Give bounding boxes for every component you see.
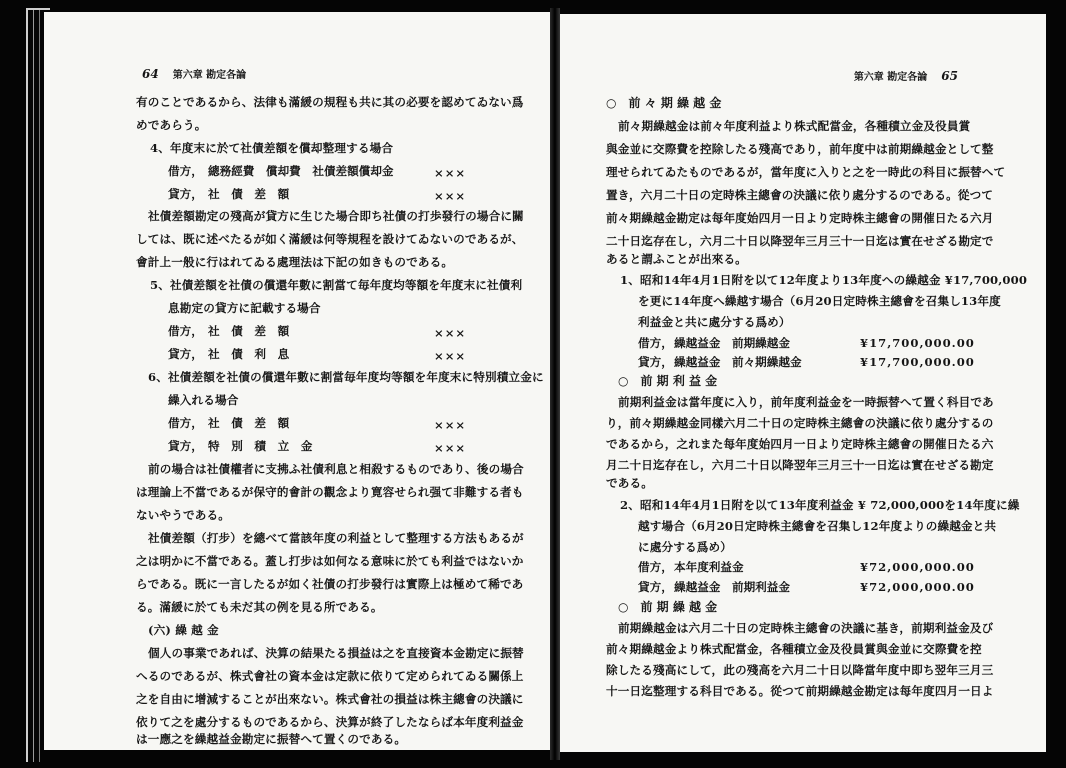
entry-amount: ¥72,000,000.00	[860, 580, 975, 594]
text-line: 之を自由に增減することが出來ない。株式會社の損益は株主總會の決議に	[136, 692, 524, 706]
text-line: へるのであるが、株式會社の資本金は定款に依りて定められてゐる關係上	[136, 669, 524, 683]
text-line: に處分する爲め）	[638, 540, 732, 554]
entry-amount: ×××	[434, 166, 467, 180]
left-page-header	[142, 66, 246, 81]
text-line: 除したる殘高にして，此の殘高を六月二十日以降當年度中即ち翌年三月三	[606, 663, 994, 677]
entry-side: 貸方，	[638, 355, 673, 369]
section-heading: ○ 前 々 期 繰 越 金	[606, 96, 722, 110]
text-line: 繰入れる場合	[168, 393, 239, 407]
text-line: 會計上一般に行はれてゐる處理法は下記の如きものである。	[136, 255, 454, 269]
text-line: 前々期繰越金より株式配當金，各種積立金及役員賞與金並に交際費を控	[606, 642, 982, 656]
text-line: り，前々期繰越金同樣六月二十日の定時株主總會の決議に依り處分するの	[606, 416, 994, 430]
text-line: は理論上不當であるが保守的會計の觀念より寛容せられ强て非難する者も	[136, 485, 524, 499]
text-line: は一應之を繰越益金勘定に振替へて置くのである。	[136, 732, 407, 746]
entry-side: 借方，	[168, 164, 203, 178]
text-line: 之は明かに不當である。蓋し打步は如何なる意味に於ても利益ではないか	[136, 554, 524, 568]
text-line: 2、昭和14年4月1日附を以て13年度利益金 ¥ 72,000,000を14年度に繰	[620, 498, 1020, 512]
entry-account: 總務經費 償却費 社債差額償却金	[208, 164, 394, 178]
text-line: 1、昭和14年4月1日附を以て12年度より13年度への繰越金 ¥17,700,000	[620, 273, 1028, 287]
text-line: あると謂ふことが出來る。	[606, 252, 747, 266]
text-line: 與金並に交際費を控除したる殘高であり，前年度中は前期繰越金として整	[606, 142, 994, 156]
right-page-number: 65	[941, 69, 958, 83]
text-line: 5、社債差額を社債の償還年數に割當て毎年度均等額を年度末に社債利	[150, 278, 523, 292]
entry-account: 社 債 利 息	[208, 347, 290, 361]
text-line: 有のことであるから、法律も滿緩の規程も共に其の必要を認めてゐない爲	[136, 95, 524, 109]
text-line: しては、既に述べたるが如く滿緩は何等規程を設けてゐないのであるが、	[136, 232, 524, 246]
text-line: 前々期繰越金勘定は每年度始四月一日より定時株主總會の開催日たる六月	[606, 211, 994, 225]
text-line: 社債差額（打步）を總べて當該年度の利益として整理する方法もあるが	[148, 531, 524, 545]
entry-account: 社 債 差 額	[208, 324, 290, 338]
entry-account: 社 債 差 額	[208, 187, 290, 201]
text-line: 月二十日迄存在し，六月二十日以降翌年三月三十一日迄は實在せざる勘定	[606, 458, 994, 472]
entry-amount: ¥72,000,000.00	[860, 560, 975, 574]
section-heading: ○ 前 期 利 益 金	[618, 374, 718, 388]
entry-side: 貸方，	[638, 580, 673, 594]
entry-amount: ×××	[434, 441, 467, 455]
text-line: 前々期繰越金は前々年度利益より株式配當金，各種積立金及役員賞	[618, 119, 971, 133]
left-running-title: 第六章 勘定各論	[172, 70, 247, 81]
right-running-title: 第六章 勘定各論	[853, 72, 928, 83]
entry-account: 社 債 差 額	[208, 416, 290, 430]
entry-account: 特 別 積 立 金	[208, 439, 313, 453]
text-line: 前の場合は社債權者に支拂ふ社債利息と相殺するものであり、後の場合	[148, 462, 524, 476]
book-gutter	[550, 8, 560, 760]
entry-amount: ¥17,700,000.00	[860, 336, 975, 350]
entry-account: 本年度利益金	[674, 560, 744, 574]
text-line: 4、年度末に於て社債差額を償却整理する場合	[150, 141, 394, 155]
text-line: めであらう。	[136, 118, 207, 132]
entry-amount: ×××	[434, 418, 467, 432]
text-line: であるから，之れまた每年度始四月一日より定時株主總會の開催日たる六	[606, 437, 994, 451]
entry-amount: ×××	[434, 349, 467, 363]
text-line: を更に14年度へ繰越す場合（6月20日定時株主總會を召集し13年度	[638, 294, 1001, 308]
text-line: 十一日迄整理する科目である。從つて前期繰越金勘定は每年度四月一日よ	[606, 684, 994, 698]
right-page-header	[854, 68, 958, 83]
entry-side: 借方，	[638, 560, 673, 574]
entry-side: 貸方，	[168, 439, 203, 453]
text-line: 息勘定の貸方に記載する場合	[168, 301, 321, 315]
text-line: 前期繰越金は六月二十日の定時株主總會の決議に基き，前期利益金及び	[618, 621, 994, 635]
right-page	[560, 14, 1046, 752]
left-page-number: 64	[142, 67, 159, 81]
text-line: らである。既に一言したるが如く社債の打步發行は實際上は極めて稀であ	[136, 577, 524, 591]
text-line: 越す場合（6月20日定時株主總會を召集し12年度よりの繰越金と共	[638, 519, 997, 533]
text-line: 6、社債差額を社債の償還年數に割當毎年度均等額を年度末に特別積立金に	[148, 370, 544, 384]
entry-account: 繰越益金 前期利益金	[674, 580, 790, 594]
entry-side: 貸方，	[168, 347, 203, 361]
entry-side: 借方，	[168, 416, 203, 430]
section-heading: ○ 前 期 繰 越 金	[618, 600, 718, 614]
text-line: である。	[606, 476, 653, 490]
text-line: ないやうである。	[136, 508, 230, 522]
section-heading: (六) 繰 越 金	[148, 623, 219, 637]
entry-side: 借方，	[168, 324, 203, 338]
entry-side: 貸方，	[168, 187, 203, 201]
entry-amount: ×××	[434, 189, 467, 203]
text-line: 理せられてゐたものであるが，當年度に入りと之を一時此の科目に振替へて	[606, 165, 1006, 179]
text-line: 社債差額勘定の殘高が貸方に生じた場合即ち社債の打歩發行の場合に關	[148, 209, 524, 223]
text-line: 依りて之を處分するものであるから、決算が終了したならば本年度利益金	[136, 715, 524, 729]
entry-side: 借方，	[638, 336, 673, 350]
text-line: 前期利益金は當年度に入り，前年度利益金を一時振替へて置く科目であ	[618, 395, 994, 409]
text-line: 個人の事業であれば、決算の結果たる損益は之を直接資本金勘定に振替	[148, 646, 524, 660]
text-line: 置き，六月二十日の定時株主總會の決議に依り處分するのである。從つて	[606, 188, 994, 202]
entry-account: 繰越益金 前々期繰越金	[674, 355, 802, 369]
entry-account: 繰越益金 前期繰越金	[674, 336, 790, 350]
entry-amount: ×××	[434, 326, 467, 340]
text-line: 利益金と共に處分する爲め）	[638, 315, 791, 329]
entry-amount: ¥17,700,000.00	[860, 355, 975, 369]
left-page	[44, 12, 550, 750]
text-line: る。滿緩に於ても未だ其の例を見る所である。	[136, 600, 383, 614]
text-line: 二十日迄存在し，六月二十日以降翌年三月三十一日迄は實在せざる勘定で	[606, 234, 994, 248]
